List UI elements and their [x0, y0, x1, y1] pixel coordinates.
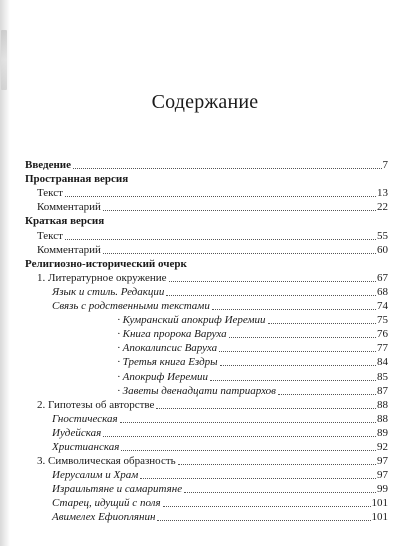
- toc-entry-label: [37, 398, 154, 412]
- toc-entry: [25, 426, 388, 440]
- toc-entry-label: [37, 243, 101, 257]
- toc-page-number: 55: [377, 229, 388, 242]
- dot-leader: [140, 478, 376, 479]
- toc-page-number: 87: [377, 384, 388, 397]
- dot-leader: [212, 309, 376, 310]
- toc-entry-label: [52, 510, 155, 524]
- page-edge-mark: [1, 30, 7, 90]
- dot-leader: [229, 337, 376, 338]
- toc-page-number: 97: [377, 455, 388, 468]
- dot-leader: [178, 464, 376, 465]
- toc-entry: [25, 186, 388, 200]
- dot-leader: [184, 492, 376, 493]
- toc-entry-text: Христианская: [52, 440, 120, 453]
- toc-entry: [25, 510, 388, 524]
- toc-entry-label: [52, 468, 138, 482]
- toc-entry: [25, 313, 388, 327]
- toc-page-number: 68: [377, 285, 388, 298]
- toc-entry-text: Текст: [37, 187, 63, 200]
- toc-entry-text: Иерусалим и Храм: [52, 469, 139, 482]
- toc-entry-text: Текст: [37, 229, 63, 242]
- dot-leader: [156, 408, 376, 409]
- toc-page-number: 85: [377, 370, 388, 383]
- toc-entry: [25, 200, 388, 214]
- toc-entry: [25, 228, 388, 242]
- toc-entry: [25, 412, 388, 426]
- toc-entry: [25, 482, 388, 496]
- toc-section-heading: [25, 257, 388, 271]
- toc-page-number: 99: [377, 483, 388, 496]
- toc-entry-text: Апокалипсис Варуха: [122, 342, 218, 355]
- dot-leader: [157, 520, 370, 521]
- toc-entry-label: [37, 454, 176, 468]
- toc-entry: [25, 384, 388, 398]
- toc-entry: [25, 243, 388, 257]
- toc-section-heading: [25, 172, 388, 186]
- toc-entry-text: Заветы двенадцати патриархов: [122, 384, 276, 397]
- dot-leader: [120, 422, 376, 423]
- dot-leader: [163, 506, 371, 507]
- toc-entry: [25, 285, 388, 299]
- toc-entry-text: Связь с родственными текстами: [52, 300, 210, 313]
- bullet-icon: ·: [117, 356, 121, 369]
- toc-entry-text: Иудейская: [52, 426, 102, 439]
- toc-entry-text: Язык и стиль. Редакции: [52, 285, 165, 298]
- toc-entry-text: Кумранский апокриф Иеремии: [122, 314, 266, 327]
- dot-leader: [65, 239, 376, 240]
- page-title: Содержание: [151, 91, 259, 113]
- toc-page-number: 22: [377, 201, 388, 214]
- toc-entry-text: Книга пророка Варуха: [122, 328, 227, 341]
- toc-entry-text: 2. Гипотезы об авторстве: [37, 398, 155, 411]
- dot-leader: [166, 295, 376, 296]
- table-of-contents: [25, 158, 388, 524]
- toc-page-number: 13: [377, 187, 388, 200]
- bullet-icon: ·: [117, 314, 121, 327]
- toc-entry-label: [52, 299, 210, 313]
- toc-page-number: 97: [377, 469, 388, 482]
- toc-entry-label: [52, 482, 182, 496]
- toc-entry: [25, 341, 388, 355]
- toc-page-number: 77: [377, 342, 388, 355]
- toc-entry: [25, 369, 388, 383]
- toc-entry-text: Пространная версия: [25, 173, 129, 186]
- toc-entry-label: [117, 341, 217, 355]
- toc-page-number: 76: [377, 328, 388, 341]
- toc-page-number: 75: [377, 314, 388, 327]
- toc-page-number: 84: [377, 356, 388, 369]
- toc-entry-label: [117, 327, 227, 341]
- bullet-icon: ·: [117, 384, 121, 397]
- toc-entry: [25, 355, 388, 369]
- bullet-icon: ·: [117, 342, 121, 355]
- dot-leader: [65, 196, 376, 197]
- dot-leader: [73, 168, 381, 169]
- toc-entry-text: Введение: [25, 159, 72, 172]
- dot-leader: [220, 365, 376, 366]
- toc-section-heading: [25, 214, 388, 228]
- toc-entry-text: Комментарий: [37, 243, 101, 256]
- toc-entry-label: [117, 384, 276, 398]
- toc-entry-text: Авимелех Ефиоплянин: [52, 511, 156, 524]
- dot-leader: [103, 436, 376, 437]
- toc-page-number: 67: [377, 271, 388, 284]
- dot-leader: [103, 210, 376, 211]
- toc-entry-label: [52, 426, 101, 440]
- toc-page-number: 92: [377, 440, 388, 453]
- toc-entry-text: Старец, идущий с поля: [52, 497, 161, 510]
- bullet-icon: ·: [117, 370, 121, 383]
- toc-section-heading: [25, 158, 388, 172]
- toc-page-number: 74: [377, 300, 388, 313]
- toc-entry-label: [117, 355, 218, 369]
- toc-entry: [25, 454, 388, 468]
- toc-entry-label: [52, 285, 164, 299]
- toc-entry-label: [25, 214, 104, 228]
- toc-entry: [25, 299, 388, 313]
- toc-entry-label: [52, 412, 118, 426]
- toc-page-number: 89: [377, 426, 388, 439]
- dot-leader: [219, 351, 376, 352]
- toc-entry-text: Краткая версия: [25, 215, 105, 228]
- toc-entry: [25, 496, 388, 510]
- toc-page-number: 7: [382, 159, 388, 172]
- toc-entry-text: 3. Символическая образность: [37, 455, 176, 468]
- toc-entry-text: Гностическая: [52, 412, 118, 425]
- toc-page-number: 60: [377, 243, 388, 256]
- toc-entry-label: [117, 370, 208, 384]
- toc-entry-text: Израильтяне и самаритяне: [52, 483, 183, 496]
- toc-entry: [25, 327, 388, 341]
- toc-entry-label: [117, 313, 266, 327]
- toc-entry: [25, 440, 388, 454]
- dot-leader: [121, 450, 376, 451]
- dot-leader: [103, 253, 376, 254]
- toc-entry-label: [37, 229, 63, 243]
- toc-entry: [25, 271, 388, 285]
- dot-leader: [278, 394, 376, 395]
- toc-entry-text: Комментарий: [37, 201, 101, 214]
- toc-entry-text: 1. Литературное окружение: [37, 271, 167, 284]
- toc-page-number: 88: [377, 412, 388, 425]
- toc-entry-label: [37, 200, 101, 214]
- toc-page-number: 101: [371, 511, 388, 524]
- toc-page-number: 88: [377, 398, 388, 411]
- toc-entry-text: Религиозно-исторический очерк: [25, 257, 187, 270]
- toc-entry-label: [37, 186, 63, 200]
- toc-page-number: 101: [371, 497, 388, 510]
- dot-leader: [268, 323, 376, 324]
- toc-entry-label: [25, 172, 128, 186]
- toc-entry-label: [37, 271, 167, 285]
- toc-entry-label: [25, 257, 187, 271]
- dot-leader: [169, 281, 377, 282]
- toc-entry-label: [52, 496, 161, 510]
- toc-entry-text: Третья книга Ездры: [122, 356, 218, 369]
- toc-entry-text: Апокриф Иеремии: [122, 370, 209, 383]
- toc-entry-label: [52, 440, 119, 454]
- toc-entry: [25, 468, 388, 482]
- bullet-icon: ·: [117, 328, 121, 341]
- dot-leader: [210, 380, 376, 381]
- toc-entry-label: [25, 158, 71, 172]
- toc-entry: [25, 398, 388, 412]
